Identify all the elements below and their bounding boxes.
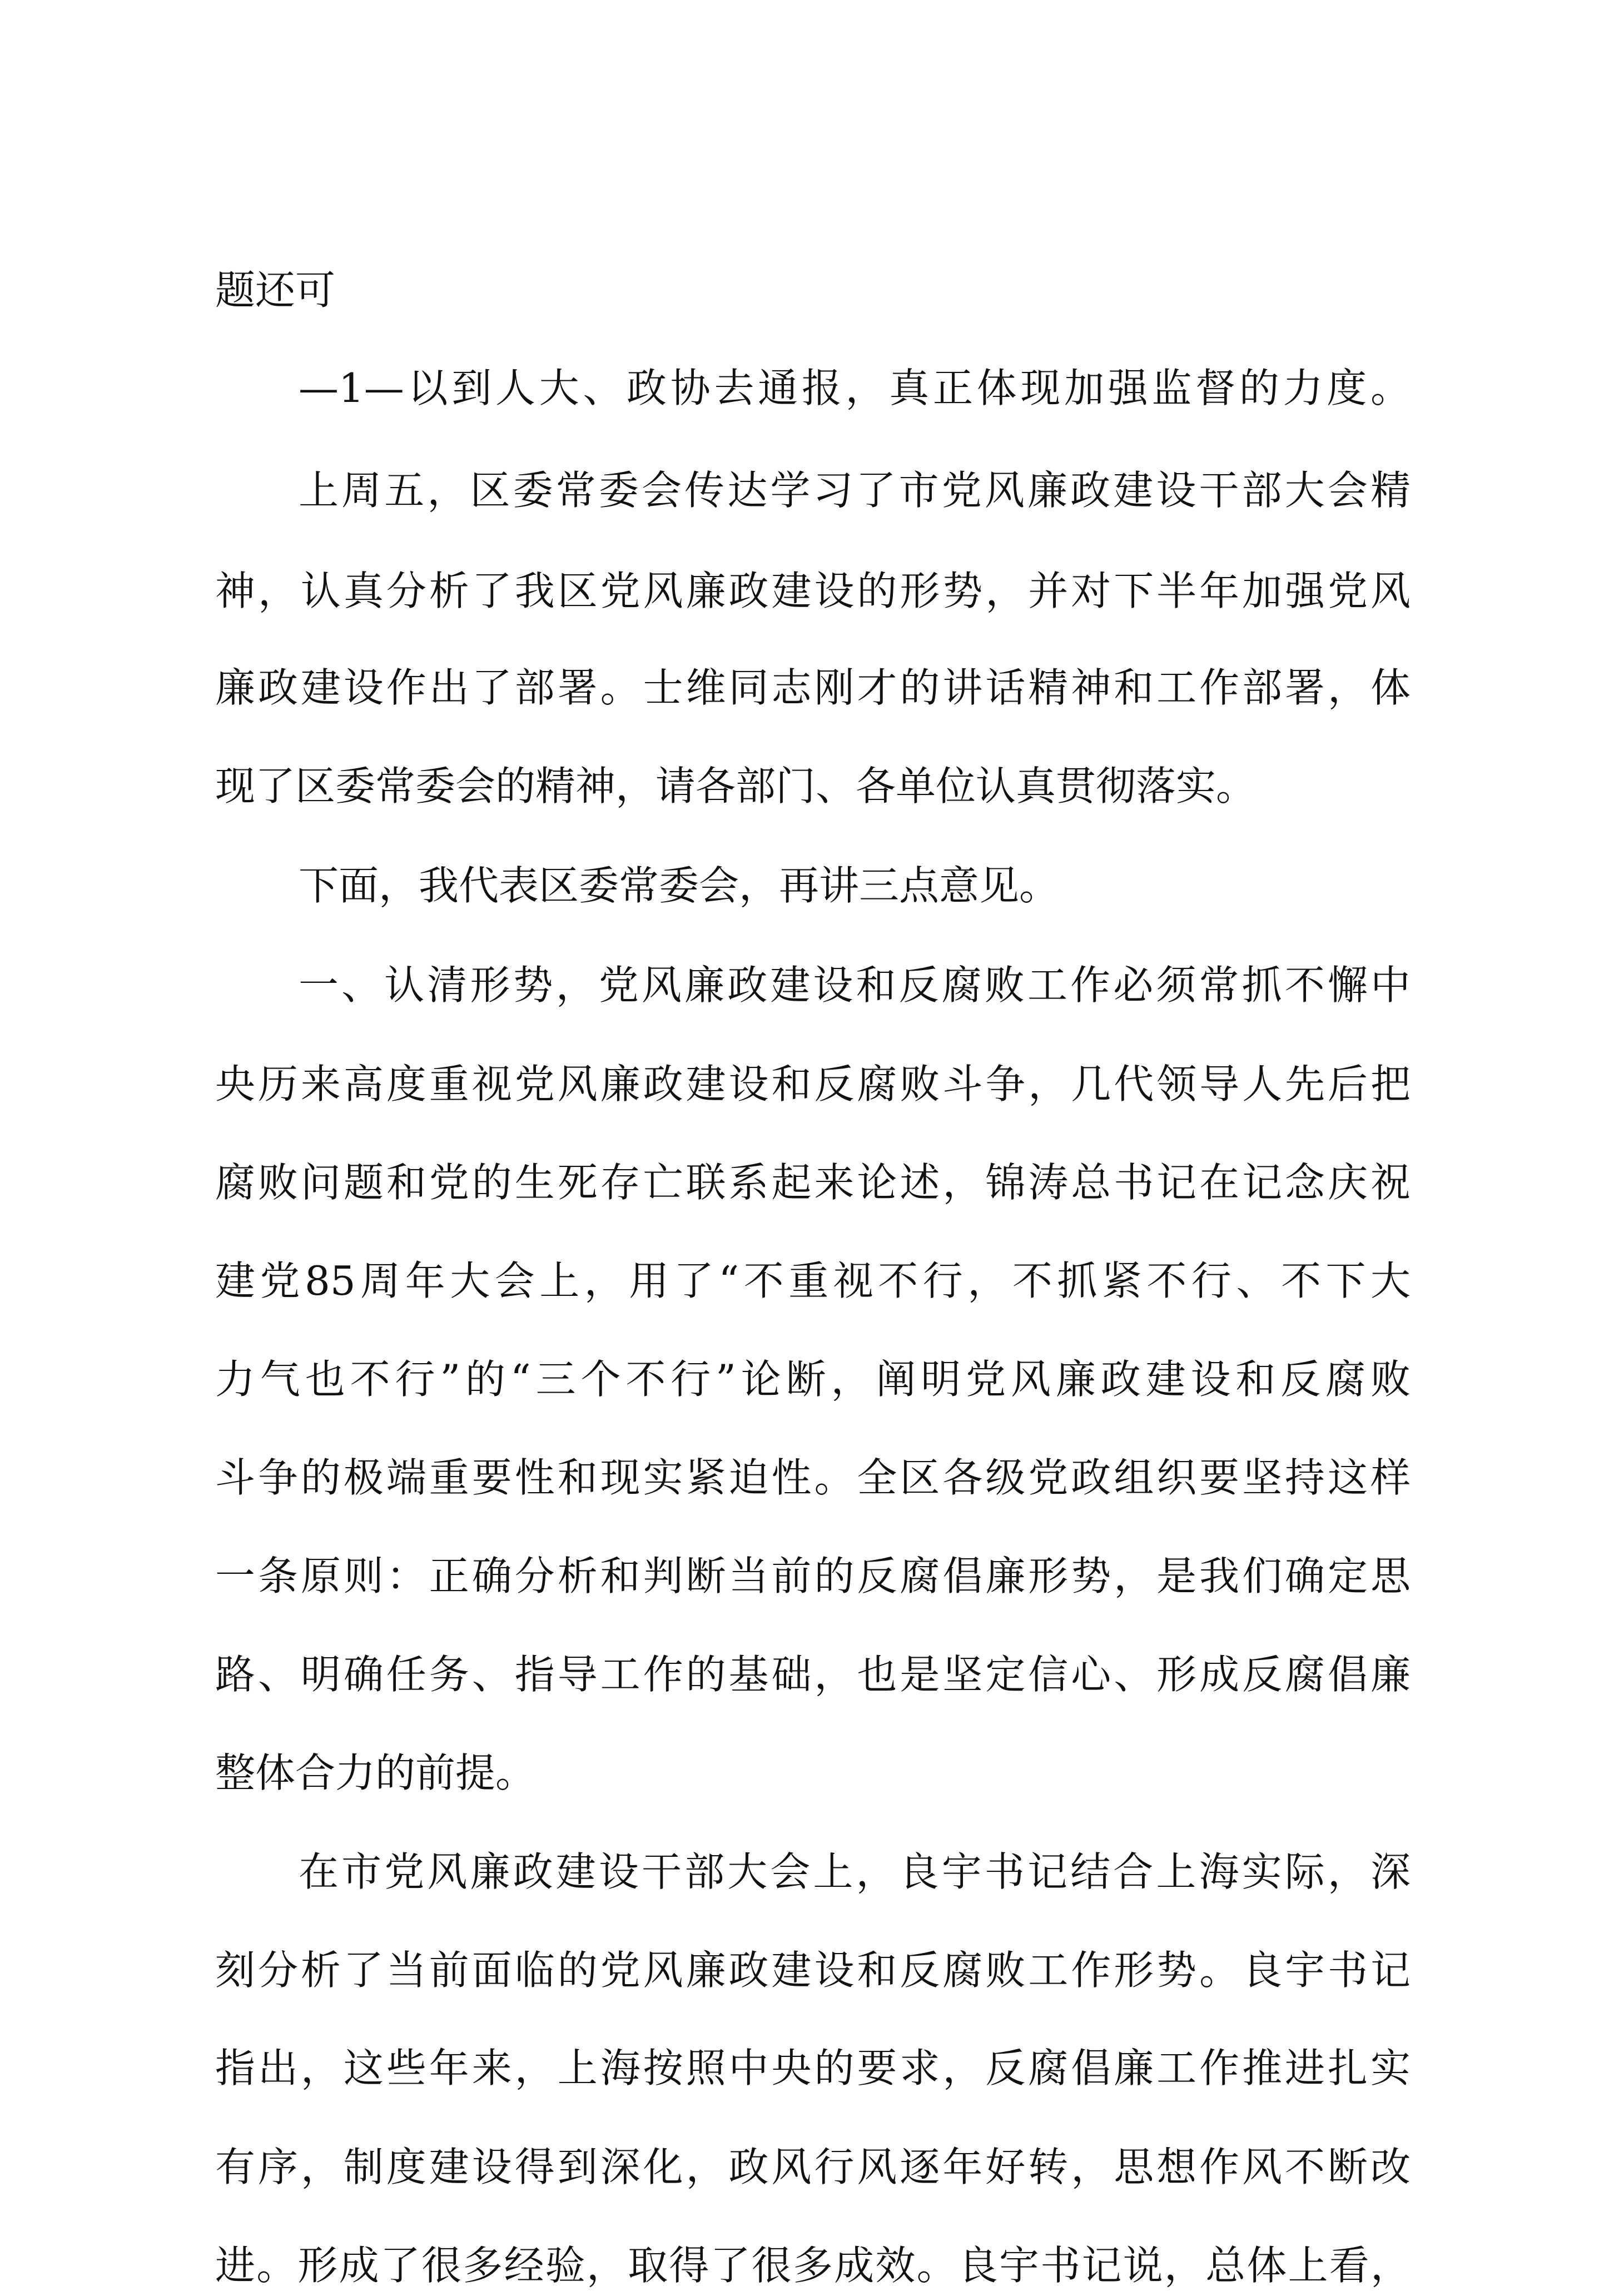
text-line: 廉政建设作出了部署。士维同志刚才的讲话精神和工作部署，体 <box>215 664 1411 711</box>
text-line: 力气也不行”的“三个不行”论断，阐明党风廉政建设和反腐败 <box>215 1356 1411 1403</box>
text-line: 现了区委常委会的精神，请各部门、各单位认真贯彻落实。 <box>215 763 1257 809</box>
text-line: 在市党风廉政建设干部大会上，良宇书记结合上海实际，深 <box>299 1848 1411 1895</box>
text-line: —1—以到人大、政协去通报，真正体现加强监督的力度。 <box>299 365 1411 411</box>
text-line: 上周五，区委常委会传达学习了市党风廉政建设干部大会精 <box>299 467 1411 514</box>
text-line: 题还可 <box>215 267 336 314</box>
text-line: 指出，这些年来，上海按照中央的要求，反腐倡廉工作推进扎实 <box>215 2045 1411 2091</box>
text-line: 刻分析了当前面临的党风廉政建设和反腐败工作形势。良宇书记 <box>215 1947 1411 1994</box>
text-line: 神，认真分析了我区党风廉政建设的形势，并对下半年加强党风 <box>215 568 1411 614</box>
text-line: 斗争的极端重要性和现实紧迫性。全区各级党政组织要坚持这样 <box>215 1454 1411 1501</box>
text-line: 整体合力的前提。 <box>215 1750 536 1796</box>
text-line: 进。形成了很多经验，取得了很多成效。良宇书记说，总体上看， <box>215 2242 1411 2289</box>
text-line: 一、认清形势，党风廉政建设和反腐败工作必须常抓不懈中 <box>299 962 1411 1008</box>
text-line: 腐败问题和党的生死存亡联系起来论述，锦涛总书记在记念庆祝 <box>215 1159 1411 1206</box>
text-line: 一条原则：正确分析和判断当前的反腐倡廉形势，是我们确定思 <box>215 1553 1411 1599</box>
text-line: 建党85周年大会上，用了“不重视不行，不抓紧不行、不下大 <box>215 1258 1411 1304</box>
text-line: 央历来高度重视党风廉政建设和反腐败斗争，几代领导人先后把 <box>215 1061 1411 1107</box>
text-line: 有序，制度建设得到深化，政风行风逐年好转，思想作风不断改 <box>215 2144 1411 2190</box>
text-line: 下面，我代表区委常委会，再讲三点意见。 <box>299 862 1060 909</box>
text-line: 路、明确任务、指导工作的基础，也是坚定信心、形成反腐倡廉 <box>215 1651 1411 1698</box>
